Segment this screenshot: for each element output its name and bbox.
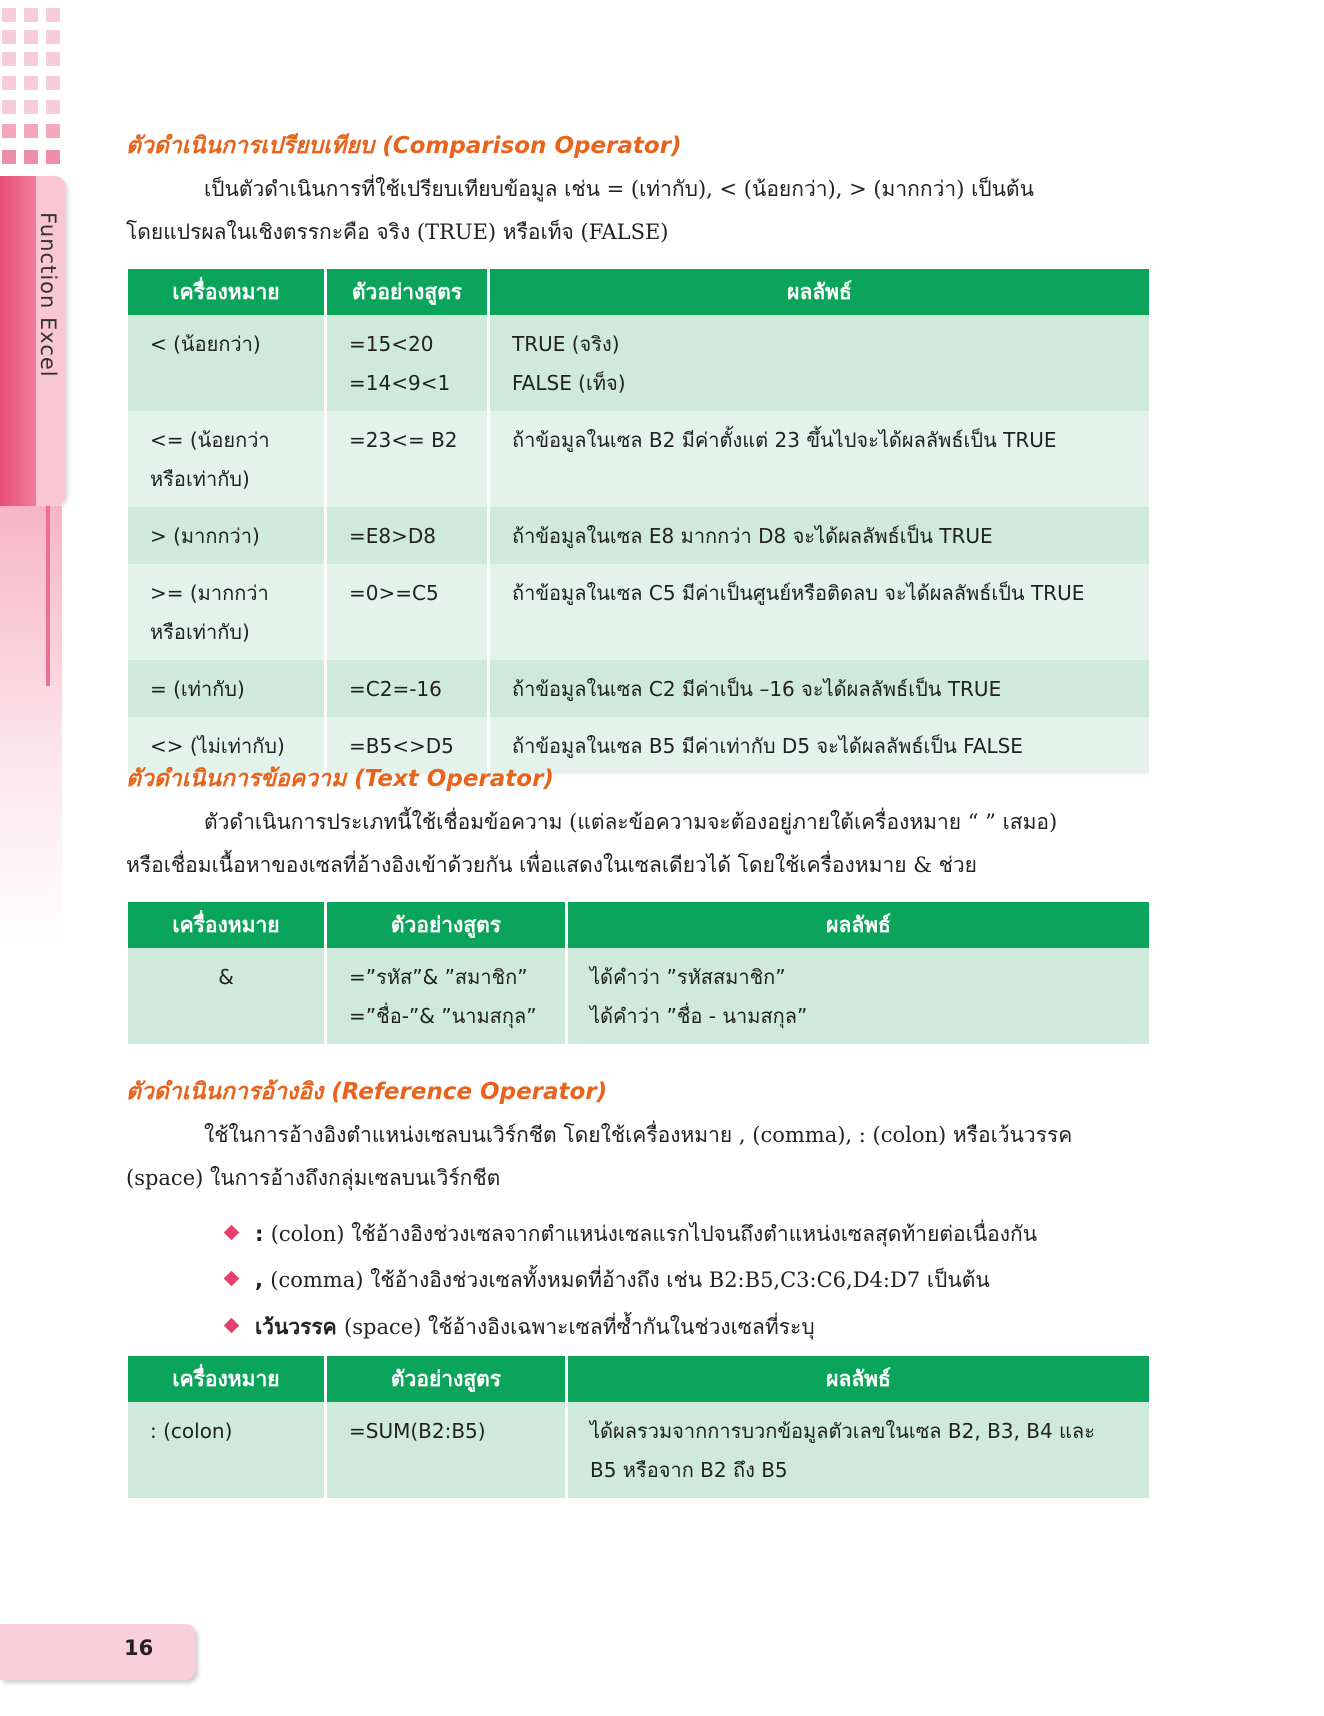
cell-symbol: <> (ไม่เท่ากับ) (128, 717, 324, 774)
text-op-para-line1: ตัวดำเนินการประเภทนี้ใช้เชื่อมข้อความ (แต่ละข้อความจะต้องอยู่ภายใต้เครื่องหมาย “ ” เสมอ) (204, 810, 1058, 834)
diamond-bullet-icon (224, 1225, 240, 1241)
cell-result: ได้ผลรวมจากการบวกข้อมูลตัวเลขในเซล B2, B3, B4 และ B5 หรือจาก B2 ถึง B5 (568, 1402, 1149, 1498)
bullet-key: , (255, 1268, 271, 1292)
cell-formula: =SUM(B2:B5) (327, 1402, 565, 1498)
table-row (128, 564, 1149, 660)
table-header-row (128, 902, 1149, 948)
bullet-text: (space) ใช้อ้างอิงเฉพาะเซลที่ซ้ำกันในช่วงเซลที่ระบุ (344, 1315, 815, 1339)
cell-formula: =B5<>D5 (327, 717, 487, 774)
cell-symbol: & (128, 948, 324, 1044)
sidebar-label: Function Excel (36, 212, 60, 378)
header-symbol: เครื่องหมาย (128, 269, 324, 315)
page-number: 16 (124, 1636, 154, 1660)
header-formula: ตัวอย่างสูตร (327, 269, 487, 315)
reference-para-line1: ใช้ในการอ้างอิงตำแหน่งเซลบนเวิร์กชีต โดยใช้เครื่องหมาย , (comma), : (colon) หรือเว้นวรรค (204, 1123, 1073, 1147)
comparison-table (125, 269, 1152, 774)
table-header-row (128, 1356, 1149, 1402)
page-number-tab (0, 1624, 195, 1680)
cell-result: TRUE (จริง) FALSE (เท็จ) (490, 315, 1149, 411)
header-formula: ตัวอย่างสูตร (327, 902, 565, 948)
cell-symbol: < (น้อยกว่า) (128, 315, 324, 411)
cell-symbol: <= (น้อยกว่า หรือเท่ากับ) (128, 411, 324, 507)
text-op-paragraph (126, 801, 1156, 887)
cell-result: ถ้าข้อมูลในเซล B5 มีค่าเท่ากับ D5 จะได้ผลลัพธ์เป็น FALSE (490, 717, 1149, 774)
reference-para-line2: (space) ในการอ้างถึงกลุ่มเซลบนเวิร์กชีต (126, 1166, 501, 1190)
diamond-bullet-icon (224, 1271, 240, 1287)
text-op-para-line2: หรือเชื่อมเนื้อหาของเซลที่อ้างอิงเข้าด้วยกัน เพื่อแสดงในเซลเดียวได้ โดยใช้เครื่องหมาย & ช่วย (126, 853, 977, 877)
table-row (128, 660, 1149, 717)
table-row (128, 411, 1149, 507)
cell-result: ได้คำว่า ”รหัสสมาชิก” ได้คำว่า ”ชื่อ - นามสกุล” (568, 948, 1149, 1044)
bullet-key: เว้นวรรค (255, 1315, 345, 1339)
cell-formula: =23<= B2 (327, 411, 487, 507)
cell-formula: =0>=C5 (327, 564, 487, 660)
table-row (128, 1402, 1149, 1498)
header-formula: ตัวอย่างสูตร (327, 1356, 565, 1402)
cell-symbol: = (เท่ากับ) (128, 660, 324, 717)
cell-formula: =”รหัส”& ”สมาชิก” =”ชื่อ-”& ”นามสกุล” (327, 948, 565, 1044)
cell-formula: =C2=-16 (327, 660, 487, 717)
comparison-para-line2: โดยแปรผลในเชิงตรรกะคือ จริง (TRUE) หรือเท็จ (FALSE) (126, 220, 669, 244)
cell-formula: =15<20 =14<9<1 (327, 315, 487, 411)
reference-heading: ตัวดำเนินการอ้างอิง (Reference Operator) (126, 1079, 608, 1105)
comparison-heading: ตัวดำเนินการเปรียบเทียบ (Comparison Operator) (126, 133, 682, 159)
side-fade (0, 506, 62, 946)
header-result: ผลลัพธ์ (490, 269, 1149, 315)
cell-result: ถ้าข้อมูลในเซล C2 มีค่าเป็น –16 จะได้ผลลัพธ์เป็น TRUE (490, 660, 1149, 717)
comparison-para-line1: เป็นตัวดำเนินการที่ใช้เปรียบเทียบข้อมูล เช่น = (เท่ากับ), < (น้อยกว่า), > (มากกว่า) เป็นต้น (204, 177, 1034, 201)
cell-formula: =E8>D8 (327, 507, 487, 564)
table-row (128, 507, 1149, 564)
bullet-text: (comma) ใช้อ้างอิงช่วงเซลทั้งหมดที่อ้างถึง เช่น B2:B5,C3:C6,D4:D7 เป็นต้น (270, 1268, 990, 1292)
header-result: ผลลัพธ์ (568, 1356, 1149, 1402)
table-row (128, 315, 1149, 411)
bullet-colon (226, 1218, 1037, 1251)
bullet-key: : (255, 1222, 271, 1246)
cell-symbol: : (colon) (128, 1402, 324, 1498)
text-op-heading: ตัวดำเนินการข้อความ (Text Operator) (126, 766, 554, 792)
cell-result: ถ้าข้อมูลในเซล E8 มากกว่า D8 จะได้ผลลัพธ์เป็น TRUE (490, 507, 1149, 564)
reference-table (125, 1356, 1152, 1498)
comparison-paragraph (126, 168, 1156, 254)
header-symbol: เครื่องหมาย (128, 1356, 324, 1402)
side-line (46, 506, 50, 686)
cell-result: ถ้าข้อมูลในเซล B2 มีค่าตั้งแต่ 23 ขึ้นไปจะได้ผลลัพธ์เป็น TRUE (490, 411, 1149, 507)
header-symbol: เครื่องหมาย (128, 902, 324, 948)
cell-result: ถ้าข้อมูลในเซล C5 มีค่าเป็นศูนย์หรือติดลบ จะได้ผลลัพธ์เป็น TRUE (490, 564, 1149, 660)
cell-symbol: > (มากกว่า) (128, 507, 324, 564)
reference-paragraph (126, 1114, 1156, 1200)
diamond-bullet-icon (224, 1318, 240, 1334)
text-op-table (125, 902, 1152, 1044)
bullet-space (226, 1311, 815, 1344)
bullet-text: (colon) ใช้อ้างอิงช่วงเซลจากตำแหน่งเซลแรกไปจนถึงตำแหน่งเซลสุดท้ายต่อเนื่องกัน (270, 1222, 1038, 1246)
header-result: ผลลัพธ์ (568, 902, 1149, 948)
cell-symbol: >= (มากกว่า หรือเท่ากับ) (128, 564, 324, 660)
bullet-comma (226, 1264, 990, 1297)
table-row (128, 948, 1149, 1044)
table-header-row (128, 269, 1149, 315)
